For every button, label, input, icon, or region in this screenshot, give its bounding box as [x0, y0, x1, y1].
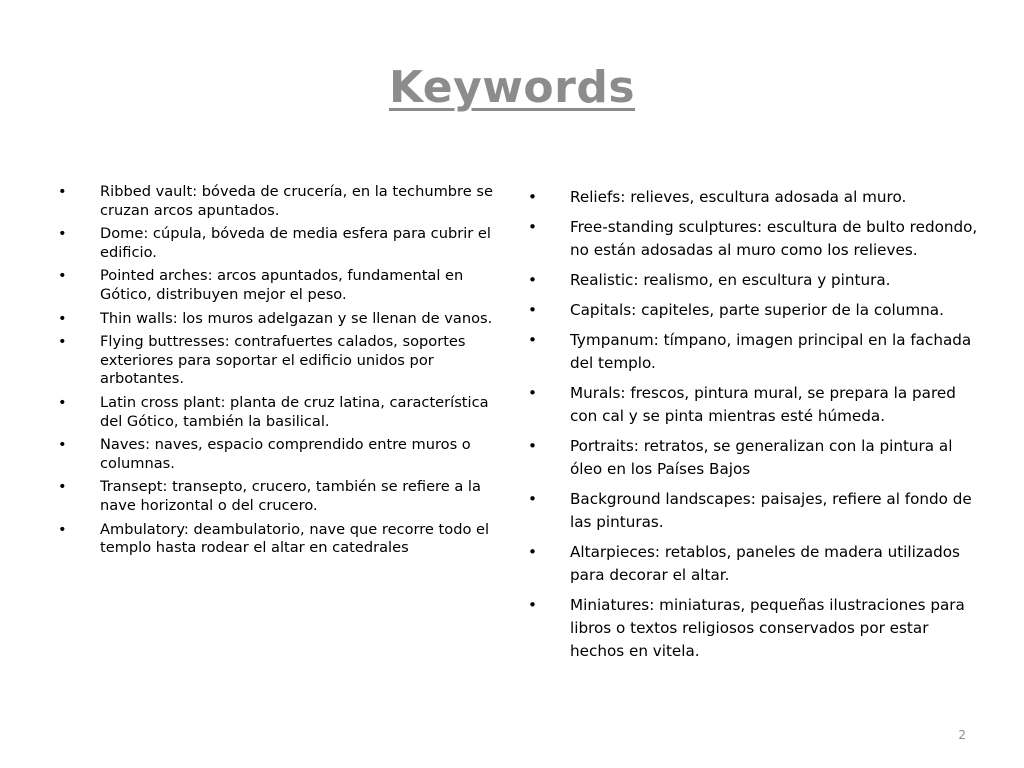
- right-keyword-list: [528, 186, 984, 663]
- list-item: [58, 436, 508, 473]
- list-item: [58, 333, 508, 389]
- bullet-icon: •: [58, 333, 67, 351]
- item-text: Thin walls: los muros adelgazan y se llenan de vanos.: [100, 309, 493, 327]
- item-text: Background landscapes: paisajes, refiere al fondo de las pinturas.: [570, 490, 972, 531]
- item-text: Realistic: realismo, en escultura y pintura.: [570, 271, 891, 289]
- item-text: Transept: transepto, crucero, también se refiere a la nave horizontal o del crucero.: [100, 478, 481, 514]
- bullet-icon: •: [528, 331, 537, 349]
- bullet-icon: •: [58, 309, 67, 327]
- item-text: Ribbed vault: bóveda de crucería, en la techumbre se cruzan arcos apuntados.: [100, 183, 493, 219]
- right-column: [528, 186, 984, 670]
- list-item: [58, 267, 508, 304]
- item-text: Flying buttresses: contrafuertes calados, soportes exteriores para soportar el edificio unidos por arbotantes.: [100, 333, 466, 388]
- list-item: [528, 435, 984, 481]
- bullet-icon: •: [528, 384, 537, 402]
- list-item: [58, 225, 508, 262]
- list-item: [528, 382, 984, 428]
- item-text: Altarpieces: retablos, paneles de madera utilizados para decorar el altar.: [570, 543, 960, 584]
- bullet-icon: •: [58, 478, 67, 496]
- slide-title: Keywords: [388, 62, 636, 113]
- list-item: [528, 488, 984, 534]
- bullet-icon: •: [528, 437, 537, 455]
- item-text: Tympanum: tímpano, imagen principal en la fachada del templo.: [570, 331, 972, 372]
- bullet-icon: •: [58, 225, 67, 243]
- bullet-icon: •: [58, 267, 67, 285]
- item-text: Capitals: capiteles, parte superior de la columna.: [570, 301, 944, 319]
- list-item: [528, 299, 984, 322]
- bullet-icon: •: [528, 188, 537, 206]
- item-text: Free-standing sculptures: escultura de bulto redondo, no están adosadas al muro como los relieves.: [570, 218, 978, 259]
- bullet-icon: •: [528, 596, 537, 614]
- bullet-icon: •: [58, 520, 67, 538]
- bullet-icon: •: [58, 183, 67, 200]
- bullet-icon: •: [528, 218, 537, 236]
- list-item: [528, 186, 984, 209]
- list-item: [528, 329, 984, 375]
- page-number: 2: [958, 728, 966, 742]
- item-text: Murals: frescos, pintura mural, se prepara la pared con cal y se pinta mientras esté húmeda.: [570, 384, 956, 425]
- bullet-icon: •: [58, 393, 67, 411]
- list-item: [58, 521, 508, 558]
- item-text: Dome: cúpula, bóveda de media esfera para cubrir el edificio.: [100, 225, 491, 261]
- item-text: Naves: naves, espacio comprendido entre muros o columnas.: [100, 436, 471, 472]
- item-text: Miniatures: miniaturas, pequeñas ilustraciones para libros o textos religiosos conservados por estar hechos en vitela.: [570, 596, 965, 660]
- item-text: Latin cross plant: planta de cruz latina, característica del Gótico, también la basilical.: [100, 393, 489, 430]
- list-item: [528, 541, 984, 587]
- list-item: [58, 394, 508, 431]
- item-text: Reliefs: relieves, escultura adosada al muro.: [570, 188, 907, 206]
- list-item: [528, 269, 984, 292]
- left-keyword-list: [58, 183, 508, 558]
- bullet-icon: •: [528, 301, 537, 319]
- bullet-icon: •: [58, 436, 67, 454]
- list-item: [528, 594, 984, 663]
- list-item: [528, 216, 984, 262]
- list-item: [58, 478, 508, 515]
- bullet-icon: •: [528, 490, 537, 508]
- bullet-icon: •: [528, 271, 537, 289]
- left-column: [58, 183, 508, 563]
- list-item: [58, 310, 508, 329]
- list-item: [58, 183, 508, 220]
- item-text: Pointed arches: arcos apuntados, fundamental en Gótico, distribuyen mejor el peso.: [100, 267, 464, 303]
- item-text: Portraits: retratos, se generalizan con la pintura al óleo en los Países Bajos: [570, 437, 953, 478]
- bullet-icon: •: [528, 543, 537, 561]
- item-text: Ambulatory: deambulatorio, nave que recorre todo el templo hasta rodear el altar en catedrales: [100, 520, 490, 557]
